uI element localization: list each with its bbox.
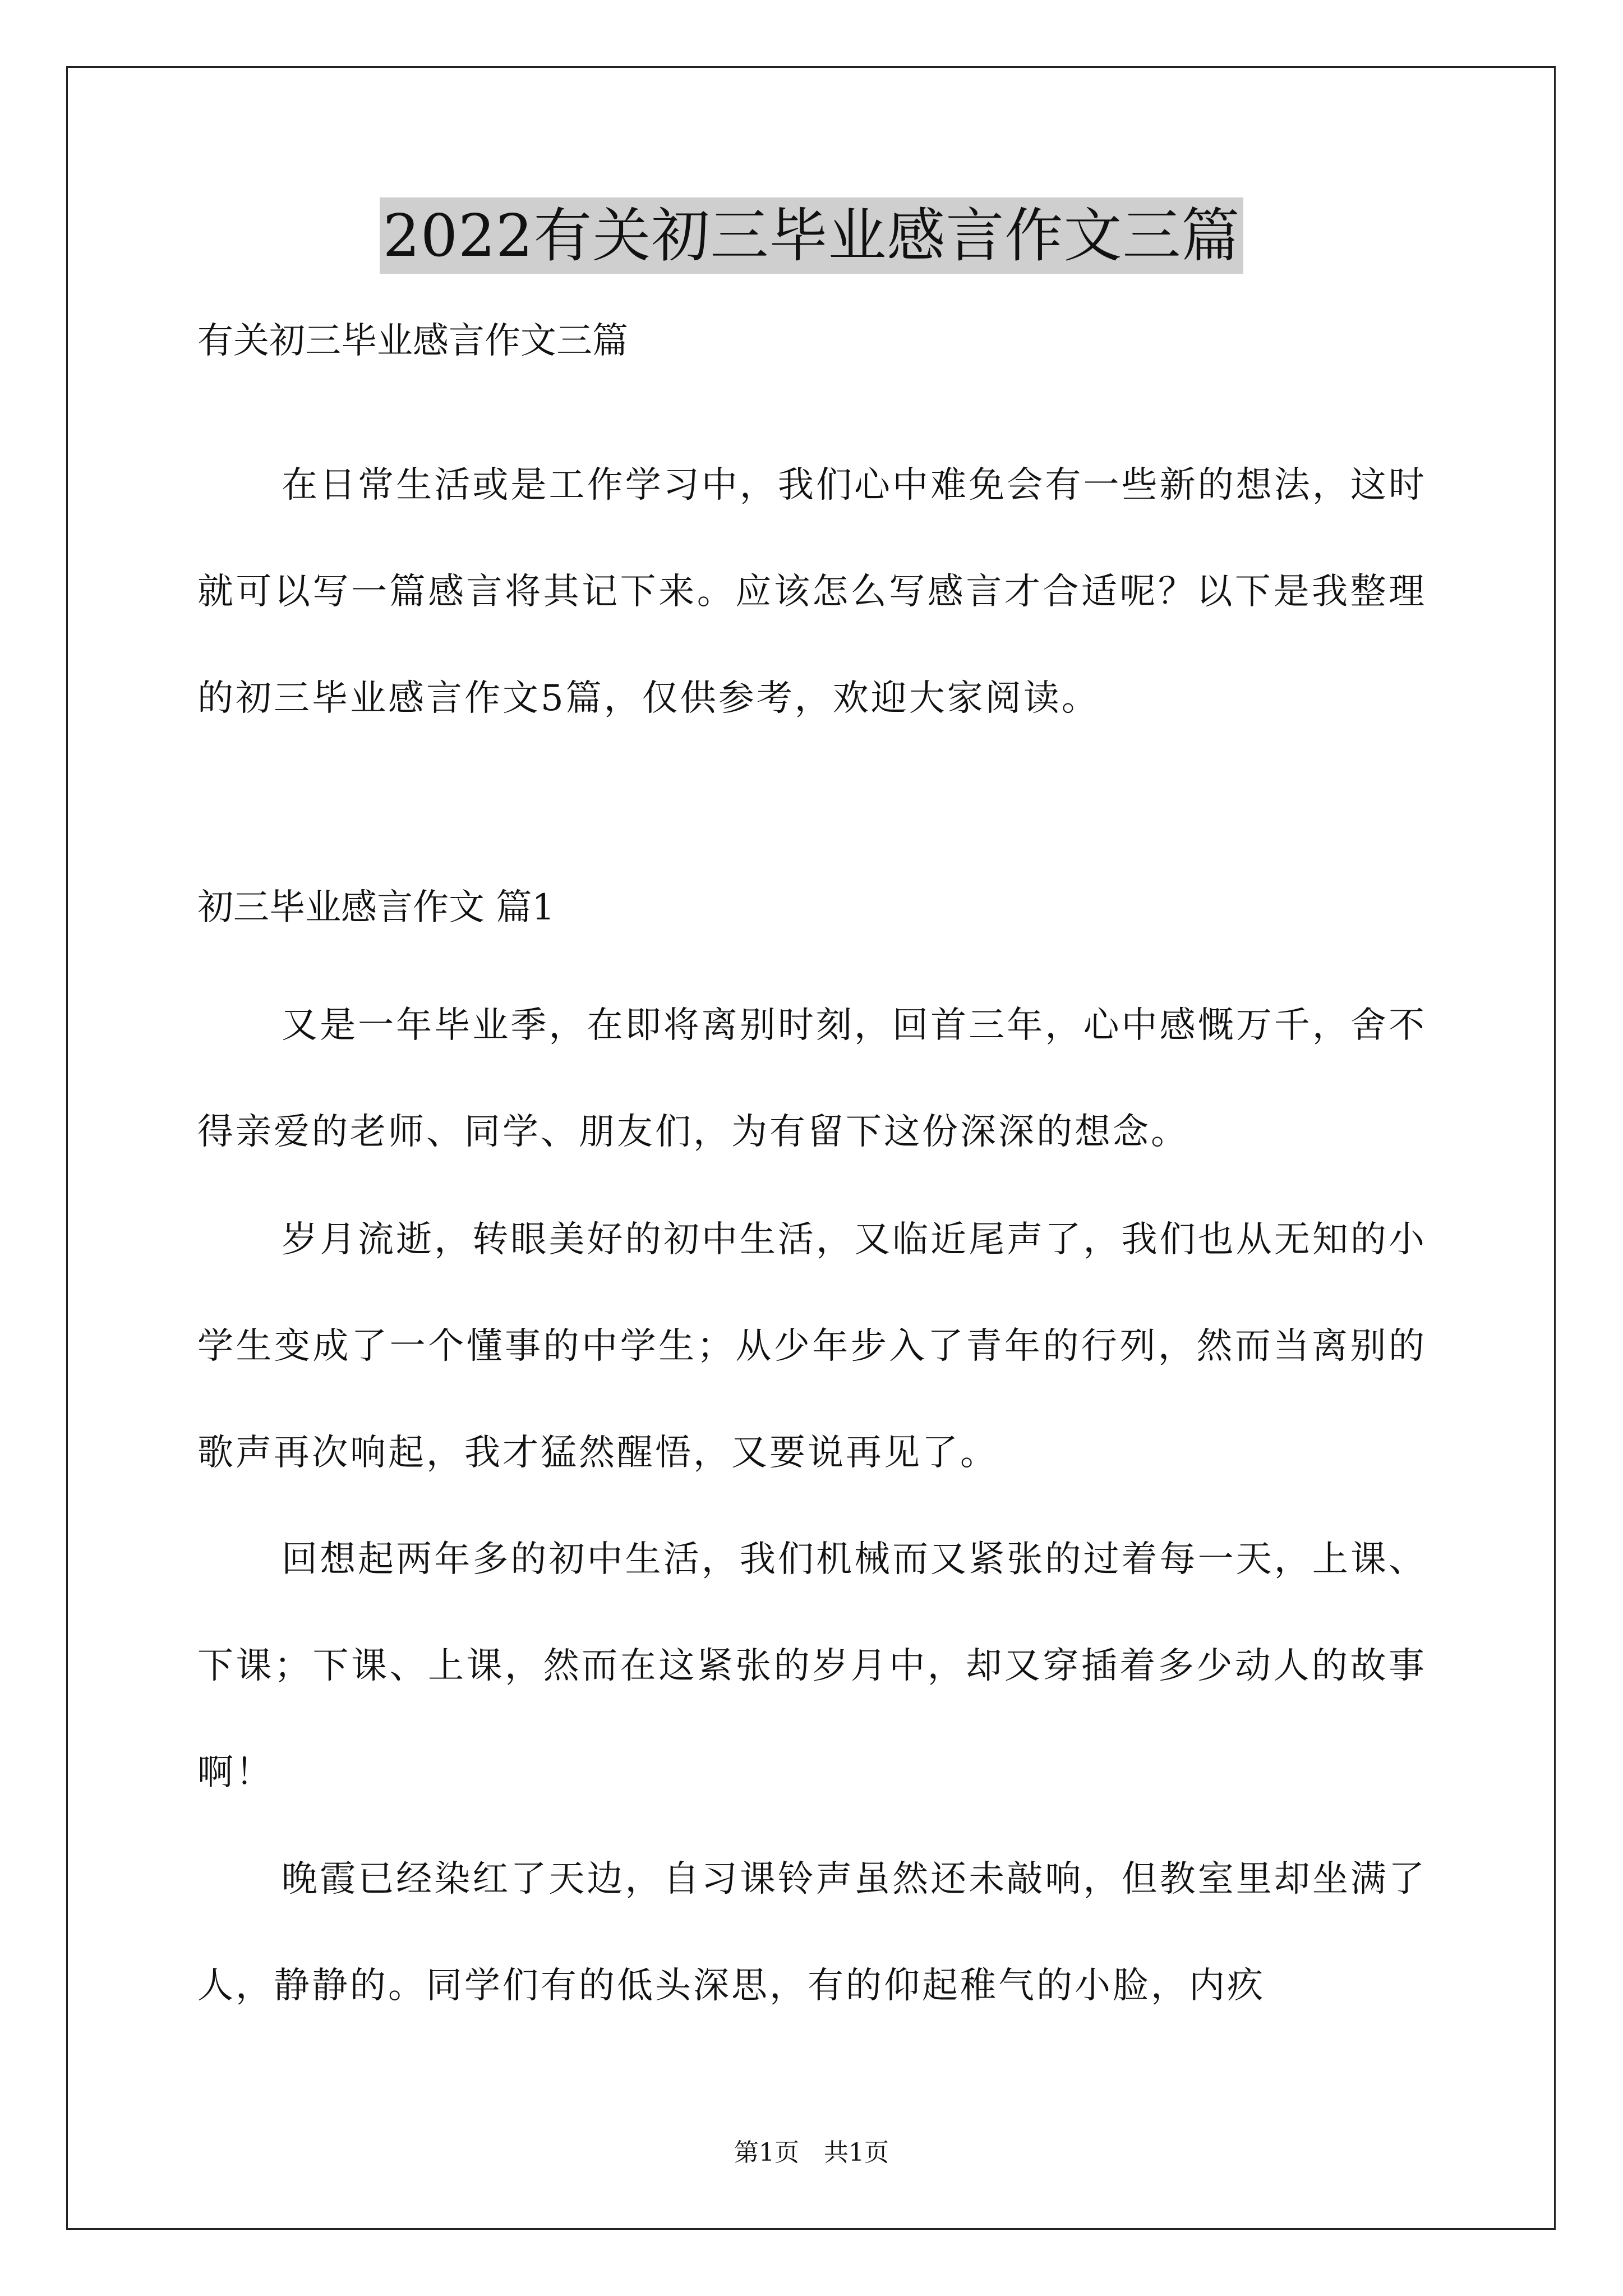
document-title [0, 197, 1623, 274]
document-subtitle: 有关初三毕业感言作文三篇 [197, 320, 628, 362]
body-paragraph: 岁月流逝，转眼美好的初中生活，又临近尾声了，我们也从无知的小学生变成了一个懂事的中学生；从少年步入了青年的行列，然而当离别的歌声再次响起，我才猛然醒悟，又要说再见了。 [197, 1219, 1427, 1474]
body-paragraph: 回想起两年多的初中生活，我们机械而又紧张的过着每一天，上课、下课；下课、上课，然而在这紧张的岁月中，却又穿插着多少动人的故事啊！ [197, 1539, 1427, 1793]
body-paragraph: 又是一年毕业季，在即将离别时刻，回首三年，心中感慨万千，舍不得亲爱的老师、同学、朋友们，为有留下这份深深的想念。 [197, 1005, 1427, 1153]
document-title-text: 2022有关初三毕业感言作文三篇 [380, 197, 1244, 274]
body-paragraph: 晚霞已经染红了天边，自习课铃声虽然还未敲响，但教室里却坐满了人，静静的。同学们有的低头深思，有的仰起稚气的小脸，内疚 [197, 1858, 1427, 2007]
page-footer: 第1页 共1页 [734, 2138, 889, 2167]
section-heading: 初三毕业感言作文 篇1 [197, 887, 555, 928]
intro-paragraph: 在日常生活或是工作学习中，我们心中难免会有一些新的想法，这时就可以写一篇感言将其记下来。应该怎么写感言才合适呢？以下是我整理的初三毕业感言作文5篇，仅供参考，欢迎大家阅读。 [197, 464, 1427, 719]
